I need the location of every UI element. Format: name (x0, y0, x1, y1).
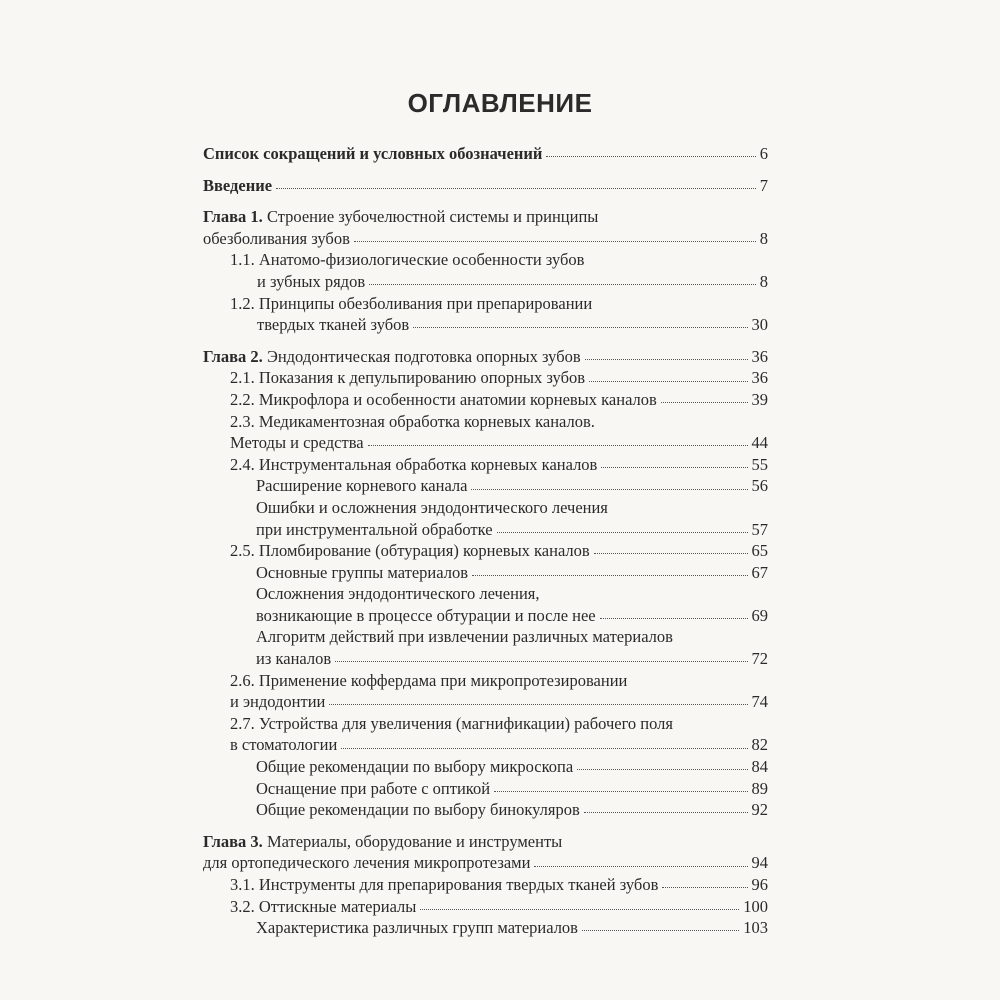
toc-page-number: 7 (759, 175, 768, 195)
page-title: ОГЛАВЛЕНИЕ (407, 88, 593, 118)
toc-subsection-instrumental-errors (203, 519, 768, 541)
toc-entry-text: Основные группы материалов (256, 562, 468, 582)
dot-leader (661, 389, 748, 403)
toc-page-number: 103 (743, 918, 768, 938)
dot-leader (497, 519, 748, 533)
toc-page-number: 6 (759, 144, 768, 163)
toc-entry-text: 2.2. Микрофлора и особенности анатомии корневых каналов (230, 389, 657, 409)
toc-section-3-2 (203, 896, 768, 918)
toc-page-number: 44 (751, 433, 768, 453)
toc-section-2-1 (203, 367, 768, 389)
toc-entry-text: 2.1. Показания к депульпированию опорных зубов (230, 368, 585, 388)
toc-chapter-1-heading (203, 206, 768, 228)
dot-leader (494, 778, 747, 792)
toc-page-number: 94 (751, 853, 768, 873)
dot-leader (600, 605, 748, 619)
toc-subsection-microscope (203, 756, 768, 778)
dot-leader (354, 228, 756, 242)
toc-entry-text: Строение зубочелюстной системы и принципы (266, 207, 599, 227)
toc-entry-text: и эндодонтии (230, 692, 326, 712)
toc-entry-text: 2.3. Медикаментозная обработка корневых каналов. (230, 411, 595, 431)
dot-leader (368, 432, 748, 446)
toc-subsection-material-removal (203, 648, 768, 670)
toc-entry-text: Эндодонтическая подготовка опорных зубов (266, 346, 581, 366)
toc-entry-text: обезболивания зубов (203, 228, 350, 248)
chapter-label: Глава 3. (203, 831, 263, 851)
toc-page-number: 84 (751, 757, 768, 777)
toc-page-number: 74 (751, 692, 768, 712)
toc-entry-text: 2.4. Инструментальная обработка корневых каналов (230, 454, 598, 474)
toc-chapter-3-heading (203, 831, 768, 853)
toc-entry-text: возникающие в процессе обтурации и после нее (256, 605, 596, 625)
toc-subsection-root-canal-widening (203, 475, 768, 497)
toc-entry-text: 3.1. Инструменты для препарирования твердых тканей зубов (230, 875, 659, 894)
toc-entry-text: в стоматологии (230, 735, 338, 755)
toc-page-number: 96 (751, 875, 768, 894)
toc-subsection-obturation-complications (203, 605, 768, 627)
toc-entry-text: Осложнения эндодонтического лечения, (256, 584, 540, 604)
toc-page-number: 56 (751, 476, 768, 496)
dot-leader (662, 874, 747, 888)
toc-subsection-optics-equipment (203, 778, 768, 800)
dot-leader (341, 734, 747, 748)
toc-section-2-2 (203, 389, 768, 411)
toc-entry-text: Общие рекомендации по выбору бинокуляров (256, 800, 580, 820)
toc-page-number: 67 (751, 562, 768, 582)
toc-section-2-7 (203, 734, 768, 756)
toc-page-number: 36 (751, 346, 768, 366)
toc-chapter-2 (203, 346, 768, 368)
dot-leader (471, 475, 747, 489)
toc-page-number: 69 (751, 605, 768, 625)
toc-entry-text: 2.5. Пломбирование (обтурация) корневых каналов (230, 541, 590, 561)
toc-section-2-6 (203, 691, 768, 713)
toc-entry-text: 1.2. Принципы обезболивания при препарировании (230, 293, 593, 313)
toc-subsection-material-groups (203, 562, 768, 584)
toc-entry-introduction (203, 175, 768, 197)
dot-leader (582, 917, 739, 931)
toc-entry-text: Методы и средства (230, 433, 364, 453)
toc-chapter-1 (203, 228, 768, 250)
toc-page-number: 82 (751, 735, 768, 755)
toc-section-1-2 (203, 314, 768, 336)
toc-entry-text: 2.6. Применение коффердама при микропротезировании (230, 670, 628, 690)
toc-entry-text: 2.7. Устройства для увеличения (магнификации) рабочего поля (230, 713, 673, 733)
toc-section-2-5 (203, 540, 768, 562)
toc-entry-abbreviations (203, 143, 768, 165)
toc-entry-text: Расширение корневого канала (256, 476, 468, 496)
toc-entry-text: при инструментальной обработке (256, 519, 493, 539)
dot-leader (601, 454, 747, 468)
toc-entry-text: Алгоритм действий при извлечении различных материалов (256, 627, 673, 647)
toc-section-2-3 (203, 432, 768, 454)
toc-section-2-4 (203, 454, 768, 476)
dot-leader (589, 367, 748, 381)
toc-entry-text: Общие рекомендации по выбору микроскопа (256, 757, 574, 777)
dot-leader (534, 852, 747, 866)
toc-entry-text: 1.1. Анатомо-физиологические особенности зубов (230, 250, 585, 270)
toc-subsection-binoculars (203, 799, 768, 821)
toc-chapter-3 (203, 852, 768, 874)
toc-page-number: 30 (751, 315, 768, 335)
toc-entry-text: Характеристика различных групп материалов (256, 918, 578, 938)
toc-page-number: 57 (751, 519, 768, 539)
toc-page-number: 8 (759, 271, 768, 291)
toc-page-number: 8 (759, 228, 768, 248)
dot-leader (546, 143, 755, 157)
dot-leader (594, 540, 748, 554)
toc-page-number: 39 (751, 389, 768, 409)
toc-page-number: 100 (743, 896, 768, 916)
dot-leader (472, 562, 748, 576)
dot-leader (369, 271, 756, 285)
toc-page-number: 89 (751, 778, 768, 798)
toc-subsection-material-characteristics (203, 917, 768, 939)
dot-leader (585, 346, 748, 360)
toc-page-number: 72 (751, 649, 768, 669)
toc-page-number: 36 (751, 368, 768, 388)
dot-leader (420, 896, 739, 910)
table-of-contents (203, 143, 768, 939)
toc-entry-text: Ошибки и осложнения эндодонтического лечения (256, 497, 608, 517)
toc-entry-text: твердых тканей зубов (257, 315, 410, 335)
toc-entry-text: для ортопедического лечения микропротезами (203, 853, 531, 873)
toc-section-1-1 (203, 271, 768, 293)
toc-entry-text: Материалы, оборудование и инструменты (266, 831, 563, 851)
dot-leader (413, 314, 747, 328)
toc-page-number: 65 (751, 541, 768, 561)
toc-entry-text: Введение (203, 175, 273, 195)
dot-leader (577, 756, 747, 770)
dot-leader (335, 648, 747, 662)
dot-leader (276, 175, 756, 189)
toc-entry-text: Список сокращений и условных обозначений (203, 144, 543, 163)
toc-entry-text: и зубных рядов (257, 271, 366, 291)
chapter-label: Глава 2. (203, 346, 263, 366)
toc-entry-text: Оснащение при работе с оптикой (256, 778, 491, 798)
toc-page-number: 92 (751, 800, 768, 820)
chapter-label: Глава 1. (203, 207, 263, 227)
toc-entry-text: из каналов (256, 649, 332, 669)
dot-leader (584, 799, 748, 813)
toc-page-number: 55 (751, 454, 768, 474)
toc-entry-text: 3.2. Оттискные материалы (230, 896, 417, 916)
dot-leader (329, 691, 747, 705)
toc-section-3-1 (203, 874, 768, 896)
